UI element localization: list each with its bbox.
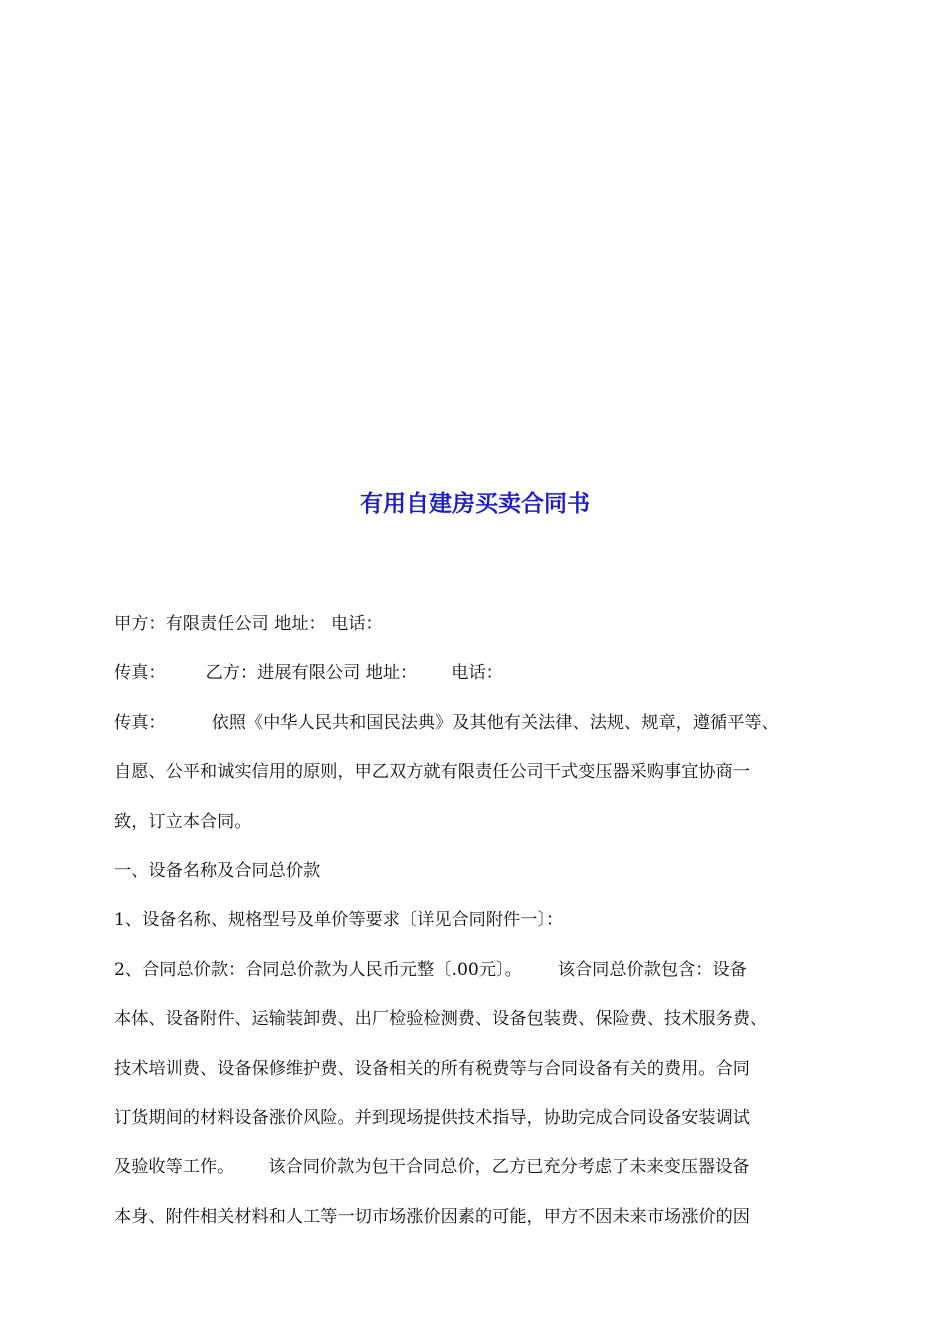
paragraph-text: 致，订立本合同。 xyxy=(114,811,252,832)
contract-body xyxy=(114,600,854,1242)
paragraph-line xyxy=(114,1143,854,1192)
paragraph-line xyxy=(114,1045,854,1094)
paragraph-text: 订货期间的材料设备涨价风险。并到现场提供技术指导，协助完成合同设备安装调试 xyxy=(114,1107,750,1128)
section-heading-line xyxy=(114,847,854,896)
paragraph-text: 及验收等工作。 xyxy=(114,1157,235,1178)
basis-text: 依照《中华人民共和国民法典》及其他有关法律、法规、规章，遵循平等、 xyxy=(211,712,779,733)
paragraph-text: 本身、附件相关材料和人工等一切市场涨价因素的可能，甲方不因未来市场涨价的因 xyxy=(114,1206,750,1227)
paragraph-text: 该合同价款为包干合同总价，乙方已充分考虑了未来变压器设备 xyxy=(268,1157,750,1178)
fax-label-a: 传真： xyxy=(114,663,166,684)
party-b-text: 乙方：进展有限公司 地址： xyxy=(205,663,418,684)
paragraph-line xyxy=(114,798,854,847)
clause-text: 1、设备名称、规格型号及单价等要求〔详见合同附件一〕： xyxy=(114,910,564,931)
paragraph-line xyxy=(114,995,854,1044)
clause-text: 2、合同总价款：合同总价款为人民币元整〔.00元〕。 xyxy=(114,959,522,980)
party-a-text: 甲方：有限责任公司 地址： 电话： xyxy=(114,614,383,634)
party-b-line xyxy=(114,649,854,698)
paragraph-line xyxy=(114,1193,854,1242)
paragraph-text: 自愿、公平和诚实信用的原则，甲乙双方就有限责任公司干式变压器采购事宜协商一 xyxy=(114,762,750,783)
basis-line xyxy=(114,699,854,748)
section-heading: 一、设备名称及合同总价款 xyxy=(114,860,321,881)
clause-line xyxy=(114,896,854,945)
paragraph-text: 技术培训费、设备保修维护费、设备相关的所有税费等与合同设备有关的费用。合同 xyxy=(114,1058,750,1079)
party-a-line xyxy=(114,600,854,649)
clause-line xyxy=(114,946,854,995)
phone-label-b: 电话： xyxy=(451,663,503,684)
paragraph-line xyxy=(114,1094,854,1143)
document-title: 有用自建房买卖合同书 xyxy=(360,491,590,517)
clause-text: 该合同总价款包含：设备 xyxy=(557,959,747,980)
paragraph-line xyxy=(114,748,854,797)
fax-label-b: 传真： xyxy=(114,712,166,733)
paragraph-text: 本体、设备附件、运输装卸费、出厂检验检测费、设备包装费、保险费、技术服务费、 xyxy=(114,1009,768,1030)
